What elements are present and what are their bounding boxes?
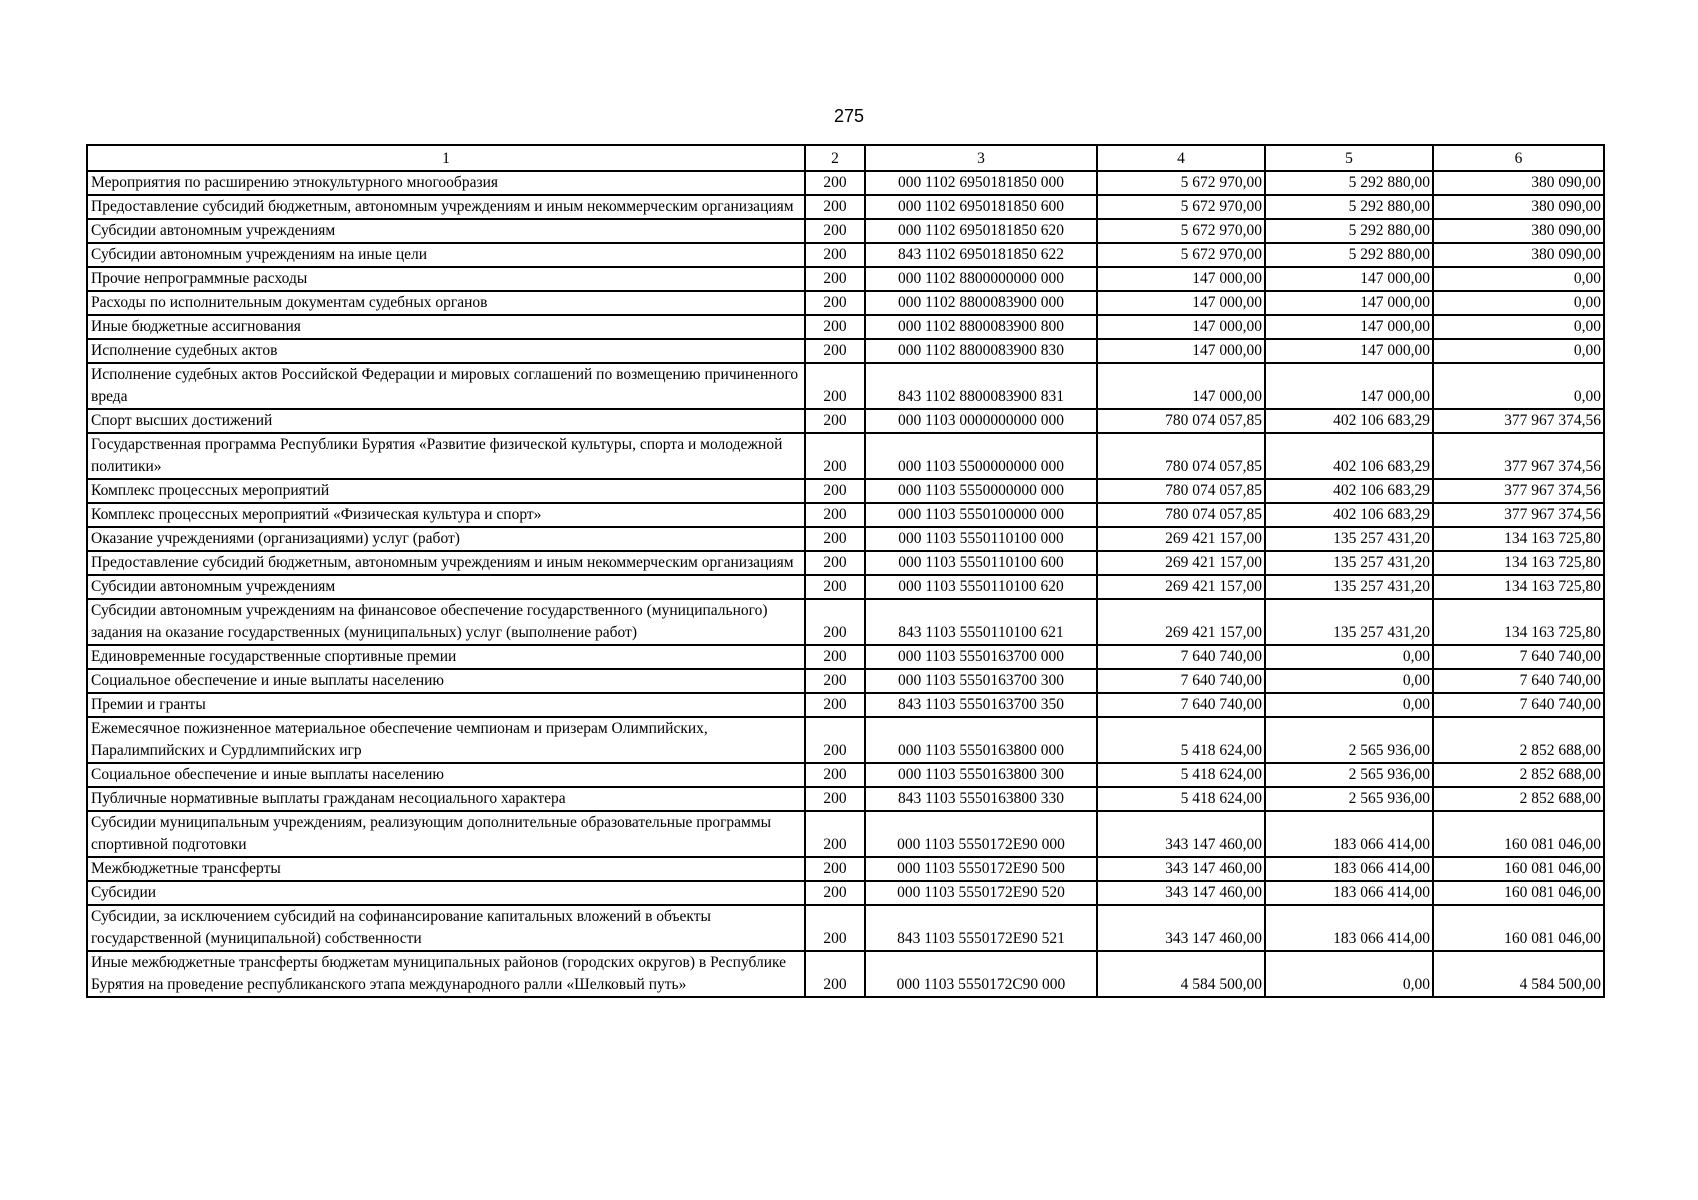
row-classification-cell: 000 1102 8800083900 830 [865,339,1097,363]
row-classification-cell: 843 1103 5550163800 330 [865,787,1097,811]
row-value-6-cell: 134 163 725,80 [1433,527,1604,551]
row-value-6-cell: 7 640 740,00 [1433,669,1604,693]
row-classification-cell: 000 1103 5550172E90 520 [865,881,1097,905]
row-value-5-cell: 147 000,00 [1265,339,1433,363]
row-value-4-cell: 7 640 740,00 [1097,645,1265,669]
row-name-cell: Публичные нормативные выплаты гражданам несоциального характера [87,787,805,811]
row-value-6-cell: 134 163 725,80 [1433,551,1604,575]
row-value-5-cell: 5 292 880,00 [1265,243,1433,267]
table-row [87,693,1604,717]
row-value-5-cell: 5 292 880,00 [1265,171,1433,195]
row-value-6-cell: 0,00 [1433,267,1604,291]
row-value-4-cell: 147 000,00 [1097,267,1265,291]
row-code-cell: 200 [805,315,865,339]
table-row [87,363,1604,409]
row-value-4-cell: 780 074 057,85 [1097,479,1265,503]
row-code-cell: 200 [805,669,865,693]
row-name-cell: Спорт высших достижений [87,409,805,433]
row-value-4-cell: 147 000,00 [1097,291,1265,315]
row-value-5-cell: 2 565 936,00 [1265,717,1433,763]
row-classification-cell: 843 1103 5550163700 350 [865,693,1097,717]
table-row [87,291,1604,315]
row-value-5-cell: 402 106 683,29 [1265,503,1433,527]
row-value-4-cell: 7 640 740,00 [1097,669,1265,693]
row-name-cell: Единовременные государственные спортивные премии [87,645,805,669]
table-row [87,763,1604,787]
row-name-cell: Субсидии, за исключением субсидий на софинансирование капитальных вложений в объекты государственной (муниципальной) собственности [87,905,805,951]
column-header-1: 1 [87,145,805,171]
row-value-5-cell: 147 000,00 [1265,291,1433,315]
table-row [87,219,1604,243]
budget-table [86,144,1605,998]
row-value-4-cell: 269 421 157,00 [1097,599,1265,645]
row-name-cell: Субсидии автономным учреждениям [87,219,805,243]
row-code-cell: 200 [805,527,865,551]
row-code-cell: 200 [805,693,865,717]
row-name-cell: Премии и гранты [87,693,805,717]
table-row [87,503,1604,527]
row-name-cell: Комплекс процессных мероприятий [87,479,805,503]
row-classification-cell: 843 1103 5550172E90 521 [865,905,1097,951]
row-value-6-cell: 380 090,00 [1433,195,1604,219]
row-name-cell: Мероприятия по расширению этнокультурного многообразия [87,171,805,195]
row-value-5-cell: 5 292 880,00 [1265,195,1433,219]
row-name-cell: Иные межбюджетные трансферты бюджетам муниципальных районов (городских округов) в Республике Бурятия на проведение республиканского этапа международного ралли «Шелковый путь» [87,951,805,997]
row-value-6-cell: 7 640 740,00 [1433,693,1604,717]
row-name-cell: Социальное обеспечение и иные выплаты населению [87,763,805,787]
table-row [87,267,1604,291]
table-row [87,433,1604,479]
row-code-cell: 200 [805,171,865,195]
row-value-6-cell: 160 081 046,00 [1433,857,1604,881]
row-value-5-cell: 2 565 936,00 [1265,763,1433,787]
row-value-6-cell: 7 640 740,00 [1433,645,1604,669]
table-row [87,315,1604,339]
row-name-cell: Межбюджетные трансферты [87,857,805,881]
row-value-6-cell: 0,00 [1433,291,1604,315]
column-header-5: 5 [1265,145,1433,171]
table-row [87,905,1604,951]
row-name-cell: Социальное обеспечение и иные выплаты населению [87,669,805,693]
row-value-4-cell: 269 421 157,00 [1097,575,1265,599]
row-classification-cell: 000 1103 5550100000 000 [865,503,1097,527]
row-value-6-cell: 380 090,00 [1433,171,1604,195]
row-value-5-cell: 402 106 683,29 [1265,409,1433,433]
row-classification-cell: 000 1103 5550163700 300 [865,669,1097,693]
row-value-6-cell: 134 163 725,80 [1433,599,1604,645]
row-value-6-cell: 2 852 688,00 [1433,717,1604,763]
row-classification-cell: 000 1103 5550000000 000 [865,479,1097,503]
row-value-6-cell: 0,00 [1433,315,1604,339]
row-classification-cell: 000 1103 5550163800 300 [865,763,1097,787]
row-value-6-cell: 380 090,00 [1433,219,1604,243]
row-value-6-cell: 160 081 046,00 [1433,811,1604,857]
table-row [87,669,1604,693]
row-code-cell: 200 [805,905,865,951]
row-classification-cell: 843 1102 6950181850 622 [865,243,1097,267]
row-value-5-cell: 135 257 431,20 [1265,599,1433,645]
row-value-6-cell: 160 081 046,00 [1433,905,1604,951]
table-header-row [87,145,1604,171]
row-name-cell: Предоставление субсидий бюджетным, автономным учреждениям и иным некоммерческим организациям [87,551,805,575]
row-value-5-cell: 183 066 414,00 [1265,905,1433,951]
row-value-4-cell: 780 074 057,85 [1097,409,1265,433]
row-value-5-cell: 0,00 [1265,645,1433,669]
table-row [87,409,1604,433]
row-value-5-cell: 147 000,00 [1265,315,1433,339]
row-classification-cell: 000 1103 5550172E90 500 [865,857,1097,881]
row-classification-cell: 000 1103 5550110100 600 [865,551,1097,575]
row-name-cell: Комплекс процессных мероприятий «Физическая культура и спорт» [87,503,805,527]
row-code-cell: 200 [805,243,865,267]
row-value-4-cell: 5 672 970,00 [1097,243,1265,267]
row-value-5-cell: 0,00 [1265,669,1433,693]
row-classification-cell: 000 1103 5550172C90 000 [865,951,1097,997]
row-name-cell: Расходы по исполнительным документам судебных органов [87,291,805,315]
row-code-cell: 200 [805,599,865,645]
row-value-4-cell: 5 418 624,00 [1097,787,1265,811]
row-value-6-cell: 377 967 374,56 [1433,503,1604,527]
row-name-cell: Государственная программа Республики Бурятия «Развитие физической культуры, спорта и молодежной политики» [87,433,805,479]
row-code-cell: 200 [805,409,865,433]
column-header-4: 4 [1097,145,1265,171]
row-name-cell: Исполнение судебных актов [87,339,805,363]
row-value-4-cell: 343 147 460,00 [1097,857,1265,881]
column-header-3: 3 [865,145,1097,171]
row-value-5-cell: 147 000,00 [1265,363,1433,409]
row-classification-cell: 000 1103 5550163700 000 [865,645,1097,669]
row-code-cell: 200 [805,339,865,363]
row-value-6-cell: 377 967 374,56 [1433,433,1604,479]
row-name-cell: Иные бюджетные ассигнования [87,315,805,339]
row-value-5-cell: 402 106 683,29 [1265,433,1433,479]
row-name-cell: Субсидии [87,881,805,905]
table-row [87,787,1604,811]
row-value-4-cell: 780 074 057,85 [1097,503,1265,527]
row-value-5-cell: 135 257 431,20 [1265,527,1433,551]
row-value-4-cell: 147 000,00 [1097,339,1265,363]
row-code-cell: 200 [805,763,865,787]
row-value-6-cell: 4 584 500,00 [1433,951,1604,997]
row-value-4-cell: 147 000,00 [1097,315,1265,339]
row-name-cell: Ежемесячное пожизненное материальное обеспечение чемпионам и призерам Олимпийских, Паралимпийских и Сурдлимпийских игр [87,717,805,763]
row-value-4-cell: 4 584 500,00 [1097,951,1265,997]
row-classification-cell: 000 1103 5550110100 000 [865,527,1097,551]
row-value-4-cell: 7 640 740,00 [1097,693,1265,717]
table-row [87,171,1604,195]
row-classification-cell: 000 1103 5500000000 000 [865,433,1097,479]
row-value-6-cell: 0,00 [1433,363,1604,409]
row-code-cell: 200 [805,575,865,599]
row-name-cell: Предоставление субсидий бюджетным, автономным учреждениям и иным некоммерческим организациям [87,195,805,219]
row-name-cell: Прочие непрограммные расходы [87,267,805,291]
table-row [87,479,1604,503]
row-classification-cell: 000 1103 5550110100 620 [865,575,1097,599]
row-value-5-cell: 135 257 431,20 [1265,551,1433,575]
row-name-cell: Исполнение судебных актов Российской Федерации и мировых соглашений по возмещению причиненного вреда [87,363,805,409]
row-classification-cell: 000 1102 6950181850 600 [865,195,1097,219]
row-value-5-cell: 5 292 880,00 [1265,219,1433,243]
table-row [87,243,1604,267]
row-value-5-cell: 2 565 936,00 [1265,787,1433,811]
row-classification-cell: 000 1102 8800083900 800 [865,315,1097,339]
row-value-6-cell: 377 967 374,56 [1433,479,1604,503]
row-value-5-cell: 183 066 414,00 [1265,857,1433,881]
row-value-4-cell: 5 672 970,00 [1097,195,1265,219]
row-classification-cell: 843 1103 5550110100 621 [865,599,1097,645]
row-value-5-cell: 183 066 414,00 [1265,811,1433,857]
table-row [87,811,1604,857]
row-classification-cell: 000 1102 6950181850 620 [865,219,1097,243]
table-row [87,717,1604,763]
row-classification-cell: 000 1102 8800000000 000 [865,267,1097,291]
row-name-cell: Субсидии автономным учреждениям на финансовое обеспечение государственного (муниципального) задания на оказание государственных (муниципальных) услуг (выполнение работ) [87,599,805,645]
row-value-4-cell: 5 672 970,00 [1097,219,1265,243]
row-name-cell: Оказание учреждениями (организациями) услуг (работ) [87,527,805,551]
row-code-cell: 200 [805,195,865,219]
row-classification-cell: 000 1103 5550172E90 000 [865,811,1097,857]
row-value-5-cell: 402 106 683,29 [1265,479,1433,503]
row-classification-cell: 000 1103 5550163800 000 [865,717,1097,763]
table-row [87,951,1604,997]
row-value-6-cell: 377 967 374,56 [1433,409,1604,433]
row-code-cell: 200 [805,787,865,811]
column-header-2: 2 [805,145,865,171]
row-code-cell: 200 [805,219,865,243]
row-name-cell: Субсидии автономным учреждениям на иные цели [87,243,805,267]
table-body [87,145,1604,997]
row-code-cell: 200 [805,857,865,881]
row-code-cell: 200 [805,433,865,479]
table-row [87,339,1604,363]
row-code-cell: 200 [805,503,865,527]
row-value-5-cell: 135 257 431,20 [1265,575,1433,599]
row-value-5-cell: 147 000,00 [1265,267,1433,291]
row-value-5-cell: 0,00 [1265,693,1433,717]
page-number: 275 [833,106,865,126]
row-code-cell: 200 [805,951,865,997]
row-code-cell: 200 [805,717,865,763]
row-value-4-cell: 269 421 157,00 [1097,527,1265,551]
row-code-cell: 200 [805,363,865,409]
row-value-4-cell: 343 147 460,00 [1097,905,1265,951]
row-value-4-cell: 343 147 460,00 [1097,881,1265,905]
row-value-4-cell: 780 074 057,85 [1097,433,1265,479]
row-code-cell: 200 [805,881,865,905]
table-row [87,857,1604,881]
row-classification-cell: 000 1103 0000000000 000 [865,409,1097,433]
row-classification-cell: 000 1102 8800083900 000 [865,291,1097,315]
row-code-cell: 200 [805,645,865,669]
table-row [87,881,1604,905]
table-row [87,551,1604,575]
row-name-cell: Субсидии автономным учреждениям [87,575,805,599]
table-row [87,195,1604,219]
row-value-6-cell: 0,00 [1433,339,1604,363]
row-value-4-cell: 147 000,00 [1097,363,1265,409]
table-row [87,527,1604,551]
row-code-cell: 200 [805,479,865,503]
row-classification-cell: 843 1102 8800083900 831 [865,363,1097,409]
row-classification-cell: 000 1102 6950181850 000 [865,171,1097,195]
row-code-cell: 200 [805,811,865,857]
row-value-4-cell: 5 418 624,00 [1097,717,1265,763]
row-value-5-cell: 183 066 414,00 [1265,881,1433,905]
row-code-cell: 200 [805,267,865,291]
row-code-cell: 200 [805,291,865,315]
row-value-6-cell: 380 090,00 [1433,243,1604,267]
row-value-6-cell: 160 081 046,00 [1433,881,1604,905]
table-row [87,645,1604,669]
column-header-6: 6 [1433,145,1604,171]
row-value-5-cell: 0,00 [1265,951,1433,997]
row-value-4-cell: 343 147 460,00 [1097,811,1265,857]
row-value-4-cell: 5 672 970,00 [1097,171,1265,195]
row-code-cell: 200 [805,551,865,575]
row-value-4-cell: 5 418 624,00 [1097,763,1265,787]
table-row [87,575,1604,599]
table-row [87,599,1604,645]
row-name-cell: Субсидии муниципальным учреждениям, реализующим дополнительные образовательные программы спортивной подготовки [87,811,805,857]
row-value-4-cell: 269 421 157,00 [1097,551,1265,575]
row-value-6-cell: 2 852 688,00 [1433,787,1604,811]
row-value-6-cell: 2 852 688,00 [1433,763,1604,787]
row-value-6-cell: 134 163 725,80 [1433,575,1604,599]
